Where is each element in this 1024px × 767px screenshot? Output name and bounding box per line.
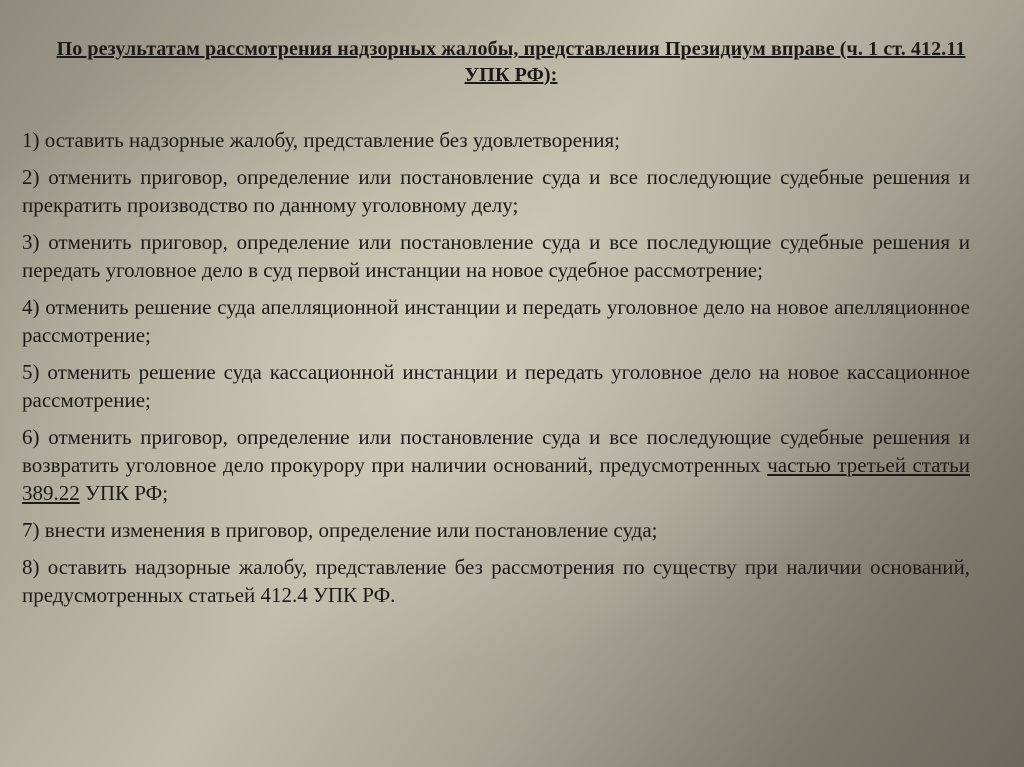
list-item — [22, 423, 970, 507]
list-item: 2) отменить приговор, определение или постановление суда и все последующие судебные решения и прекратить производство по данному уголовному делу; — [22, 165, 970, 217]
slide-title: По результатам рассмотрения надзорных жалобы, представления Президиум вправе (ч. 1 ст. 412.11 УПК РФ): — [56, 38, 966, 86]
list-item: 8) оставить надзорные жалобу, представление без рассмотрения по существу при наличии оснований, предусмотренных статьей 412.4 УПК РФ. — [22, 555, 970, 607]
item-text-after-link: УПК РФ; — [79, 481, 169, 505]
list-item: 5) отменить решение суда кассационной инстанции и передать уголовное дело на новое кассационное рассмотрение; — [22, 360, 970, 412]
list-item: 3) отменить приговор, определение или постановление суда и все последующие судебные решения и передать уголовное дело в суд первой инстанции на новое судебное рассмотрение; — [22, 230, 970, 282]
item-text-before-link: 6) отменить приговор, определение или постановление суда и все последующие судебные решения и возвратить уголовное дело прокурору при наличии оснований, предусмотренных — [22, 425, 970, 477]
law-reference-link[interactable]: частью третьей статьи 389.22 — [22, 453, 970, 505]
list-item: 7) внести изменения в приговор, определение или постановление суда; — [22, 518, 658, 542]
list-item: 4) отменить решение суда апелляционной инстанции и передать уголовное дело на новое апелляционное рассмотрение; — [22, 295, 970, 347]
list-item: 1) оставить надзорные жалобу, представление без удовлетворения; — [22, 128, 620, 152]
options-list — [22, 126, 970, 609]
